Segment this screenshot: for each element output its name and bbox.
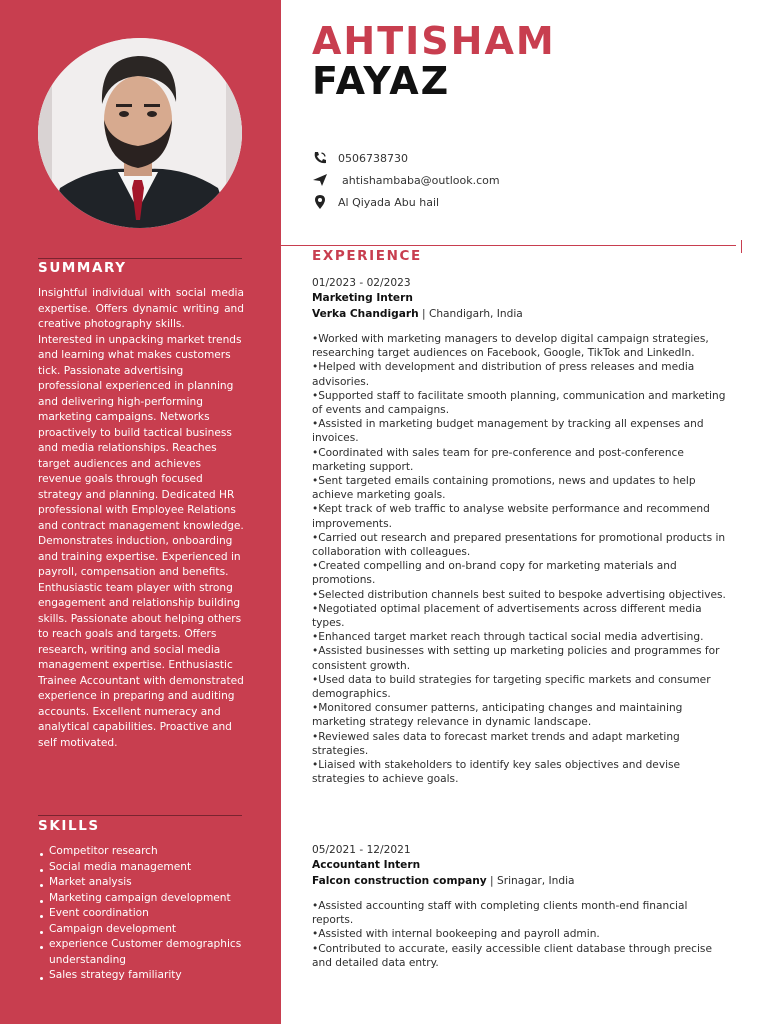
- job-bullet: •Created compelling and on-brand copy for marketing materials and promotions.: [312, 560, 677, 587]
- job-company-line: [312, 873, 732, 889]
- skill-item: Competitor research: [40, 844, 260, 860]
- job-company: Falcon construction company: [312, 875, 487, 887]
- skill-item: Sales strategy familiarity: [40, 968, 260, 984]
- phone-text: 0506738730: [338, 151, 408, 165]
- skill-item: Market analysis: [40, 875, 260, 891]
- job-bullet: •Enhanced target market reach through tactical social media advertising.: [312, 631, 704, 644]
- job-location: | Srinagar, India: [486, 875, 575, 887]
- job-bullet: •Assisted with internal bookeeping and payroll admin.: [312, 928, 600, 941]
- job-bullet: •Reviewed sales data to forecast market trends and adapt marketing strategies.: [312, 730, 680, 757]
- job-role: Accountant Intern: [312, 859, 421, 871]
- sidebar: [0, 0, 281, 1024]
- job-bullet: •Coordinated with sales team for pre-conference and post-conference marketing support.: [312, 446, 684, 473]
- skills-list: [40, 844, 260, 984]
- job-entry: [312, 276, 732, 787]
- summary-paragraph: Interested in unpacking market trends and learning what makes customers tick. Passionate advertising professional experienced in planning and delivering high-performing marketing campaigns. Networks proactively to build tactical business and media relationships. Reaches target audiences and achieves revenue goals through focused strategy and planning. Dedicated HR professional with Employee Relations and contract management knowledge. Demonstrates induction, onboarding and training expertise. Experienced in payroll, compensation and benefits. Enthusiastic team player with strong engagement and relationship building skills. Passionate about helping others to reach goals and targets. Offers research, writing and social media management expertise. Enthusiastic Trainee Accountant with demonstrated experience in preparing and auditing accounts. Excellent numeracy and analytical capabilities. Proactive and self motivated.: [38, 333, 244, 749]
- job-bullet: •Selected distribution channels best suited to bespoke advertising objectives.: [312, 588, 726, 601]
- skill-item: Event coordination: [40, 906, 260, 922]
- job-dates: 05/2021 - 12/2021: [312, 844, 411, 856]
- phone-icon: [312, 150, 328, 166]
- skills-divider: [38, 815, 242, 816]
- address-text: Al Qiyada Abu hail: [338, 195, 440, 209]
- summary-title: SUMMARY: [38, 260, 127, 276]
- job-bullets: [312, 332, 732, 787]
- location-pin-icon: [312, 194, 328, 210]
- experience-divider: [281, 245, 736, 246]
- contact-address: [312, 194, 439, 210]
- skill-item: Marketing campaign development: [40, 891, 260, 907]
- job-entry: [312, 843, 732, 970]
- email-text: ahtishambaba@outlook.com: [342, 173, 500, 187]
- job-bullet: •Assisted accounting staff with completing clients month-end financial reports.: [312, 900, 688, 927]
- job-company-line: [312, 306, 732, 322]
- send-icon: [312, 172, 328, 188]
- job-bullet: •Kept track of web traffic to analyse website performance and recommend improvements.: [312, 503, 710, 530]
- job-bullet: •Liaised with stakeholders to identify key sales objectives and devise strategies to achieve goals.: [312, 759, 681, 786]
- summary-text: [38, 286, 244, 751]
- experience-title: EXPERIENCE: [312, 248, 422, 264]
- skill-item: Campaign development: [40, 922, 260, 938]
- person-portrait-icon: [38, 38, 242, 228]
- contact-email: [312, 172, 500, 188]
- job-role: Marketing Intern: [312, 292, 413, 304]
- job-bullet: •Assisted in marketing budget management by tracking all expenses and invoices.: [312, 418, 704, 445]
- job-bullet: •Helped with development and distribution of press releases and media advisories.: [312, 361, 695, 388]
- skills-title: SKILLS: [38, 818, 100, 834]
- job-company: Verka Chandigarh: [312, 308, 419, 320]
- job-bullet: •Monitored consumer patterns, anticipating changes and maintaining marketing strategy relevance in dynamic landscape.: [312, 702, 683, 729]
- job-bullet: •Contributed to accurate, easily accessible client database through precise and detailed data entry.: [312, 942, 712, 969]
- job-bullet: •Assisted businesses with setting up marketing policies and programmes for consistent growth.: [312, 645, 720, 672]
- job-bullet: •Carried out research and prepared presentations for promotional products in collaboration with colleagues.: [312, 531, 726, 559]
- name-first: AHTISHAM: [312, 19, 556, 63]
- skill-item: Social media management: [40, 860, 260, 876]
- job-location: | Chandigarh, India: [418, 308, 523, 320]
- job-dates: 01/2023 - 02/2023: [312, 277, 411, 289]
- job-bullet: •Used data to build strategies for targeting specific markets and consumer demographics.: [312, 673, 711, 701]
- job-bullet: •Sent targeted emails containing promotions, news and updates to help achieve marketing goals.: [312, 475, 696, 502]
- summary-paragraph: Insightful individual with social media expertise. Offers dynamic writing and creative photography skills.: [38, 287, 244, 330]
- summary-divider: [38, 258, 242, 259]
- skill-item: experience Customer demographics understanding: [40, 937, 260, 968]
- contact-phone: [312, 150, 408, 166]
- job-bullet: •Worked with marketing managers to develop digital campaign strategies, researching target audiences on Facebook, Google, TikTok and LinkedIn.: [312, 333, 709, 360]
- name-last: FAYAZ: [312, 59, 451, 103]
- experience-divider-tick: [741, 240, 742, 253]
- profile-photo: [38, 38, 242, 228]
- job-bullets: [312, 899, 732, 970]
- job-bullet: •Supported staff to facilitate smooth planning, communication and marketing of events and campaigns.: [312, 389, 726, 417]
- job-bullet: •Negotiated optimal placement of advertisements across different media types.: [312, 602, 702, 630]
